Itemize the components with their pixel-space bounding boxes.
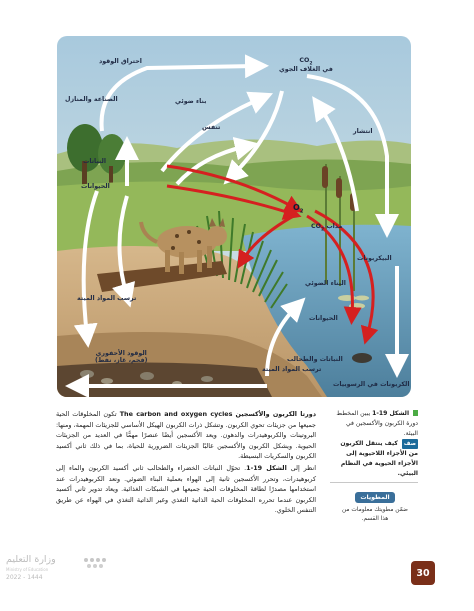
ministry-name: وزارة التعليم: [6, 554, 56, 565]
foldables-text: ضمّن مطويتك معلومات من هذا القسم.: [342, 507, 408, 522]
label-photosynthesis-top: بناء ضوئي: [175, 98, 207, 105]
paragraph-1-text: تكون المخلوقات الحية جميعها من جزيئات تحوي الكربون. وتشكل ذرات الكربون الهيكل الأساسي للجزيئات المهمة، ومنها: البروتينات والكربوهيدرات والدهون. ويعد الأكسجين أيضًا عنصرًا مهمًّا في العديد من الجزيئات الحيوية. ويشكل الكربون والأكسجين غالبًا الجزيئات الضرورية للحياة، بما في ذلك ثاني أكسيد الكربون والسكريات البسيطة.: [56, 410, 316, 461]
caption-fig-text: يبين المخطط دورة الكربون والأكسجين في البيئة.: [336, 410, 418, 437]
ministry-logo: [0, 548, 120, 584]
foldables-box: [340, 484, 410, 524]
edition-year: 2022 - 1444: [6, 574, 43, 581]
paragraph-2-text: . تحوّل النباتات الخضراء والطحالب ثاني أكسيد الكربون والماء إلى كربوهيدرات، وتحرر الأكسجين ثانية إلى الهواء بعملية البناء الضوئي. وتعد الكربوهيدرات عند استخدامها مصدرًا لطاقة المخلوقات الحية جميعها في الشبكات الغذائية. ويعاد تدوير ثاني أكسيد الكربون عندما تحرره المخلوقات الحية الذاتية التغذي وغير الذاتية التغذي في الهواء عن طريق التنفس الخلوي.: [56, 463, 316, 515]
section-heading-en: The carbon and oxygen cycles: [119, 410, 233, 418]
label-o2: $O_2$: [293, 203, 304, 215]
foldables-tag: المطويات: [355, 492, 394, 503]
ministry-logo-icon: [82, 556, 110, 572]
cycle-illustration: [57, 36, 411, 397]
label-animals-water: الحيوانات: [309, 315, 338, 322]
label-fuel-burning: احتراق الوقود: [99, 58, 142, 65]
label-diffusion: انتشار: [353, 128, 373, 135]
figure-reference-link[interactable]: الشكل 19-1: [246, 463, 287, 472]
caption-marker-icon: [413, 410, 418, 416]
label-animals-land: الحيوانات: [81, 183, 110, 190]
label-dead-matter-deposit-water: ترسب المواد الميتة: [262, 366, 322, 373]
paragraph-2-ref-lead: انظر إلى: [290, 463, 316, 472]
caption-question: [330, 439, 418, 479]
label-plants: النباتات: [83, 158, 107, 165]
caption-divider: [330, 482, 418, 483]
paragraph-1: [56, 409, 316, 462]
label-respiration: تنفس: [202, 124, 221, 131]
label-industry-homes: الصناعة والمنازل: [65, 96, 118, 103]
label-fossil-fuel: الوقود الأحفوري (فحم، غاز، نفط): [95, 350, 148, 364]
paragraph-2: [56, 463, 316, 516]
caption-question-tag: صف: [403, 441, 416, 447]
figure-caption: [330, 409, 418, 486]
section-heading-ar: دورتا الكربون والأكسجين: [235, 410, 316, 418]
carbon-oxygen-cycle-figure: [57, 36, 411, 397]
ministry-name-en: Ministry of Education: [6, 567, 49, 572]
label-carbonates-sediments: الكربونات في الرسوبيات: [333, 381, 410, 388]
label-dissolved-co2: مذاب $CO_2$: [311, 223, 343, 233]
page-number: 30: [411, 561, 435, 585]
label-co2-atmosphere: $CO_2$ في الغلاف الجوي: [279, 57, 333, 74]
label-dead-matter-deposit: ترسب المواد الميتة: [77, 295, 137, 302]
caption-question-text: كيف ينتقل الكربون من الأجزاء اللاحيوية إلى الأجزاء الحيوية في النظام البيئي.: [340, 440, 418, 477]
caption-fig: [330, 409, 418, 439]
label-plants-algae: النباتات والطحالب: [287, 356, 343, 363]
body-text: [56, 409, 316, 517]
label-bicarbonates: البيكربونات: [357, 255, 392, 262]
caption-fig-label: الشكل 19-1: [372, 410, 410, 417]
mussel-illustration: [352, 353, 372, 363]
label-photosynthesis-water: البناء الضوئي: [305, 280, 346, 287]
